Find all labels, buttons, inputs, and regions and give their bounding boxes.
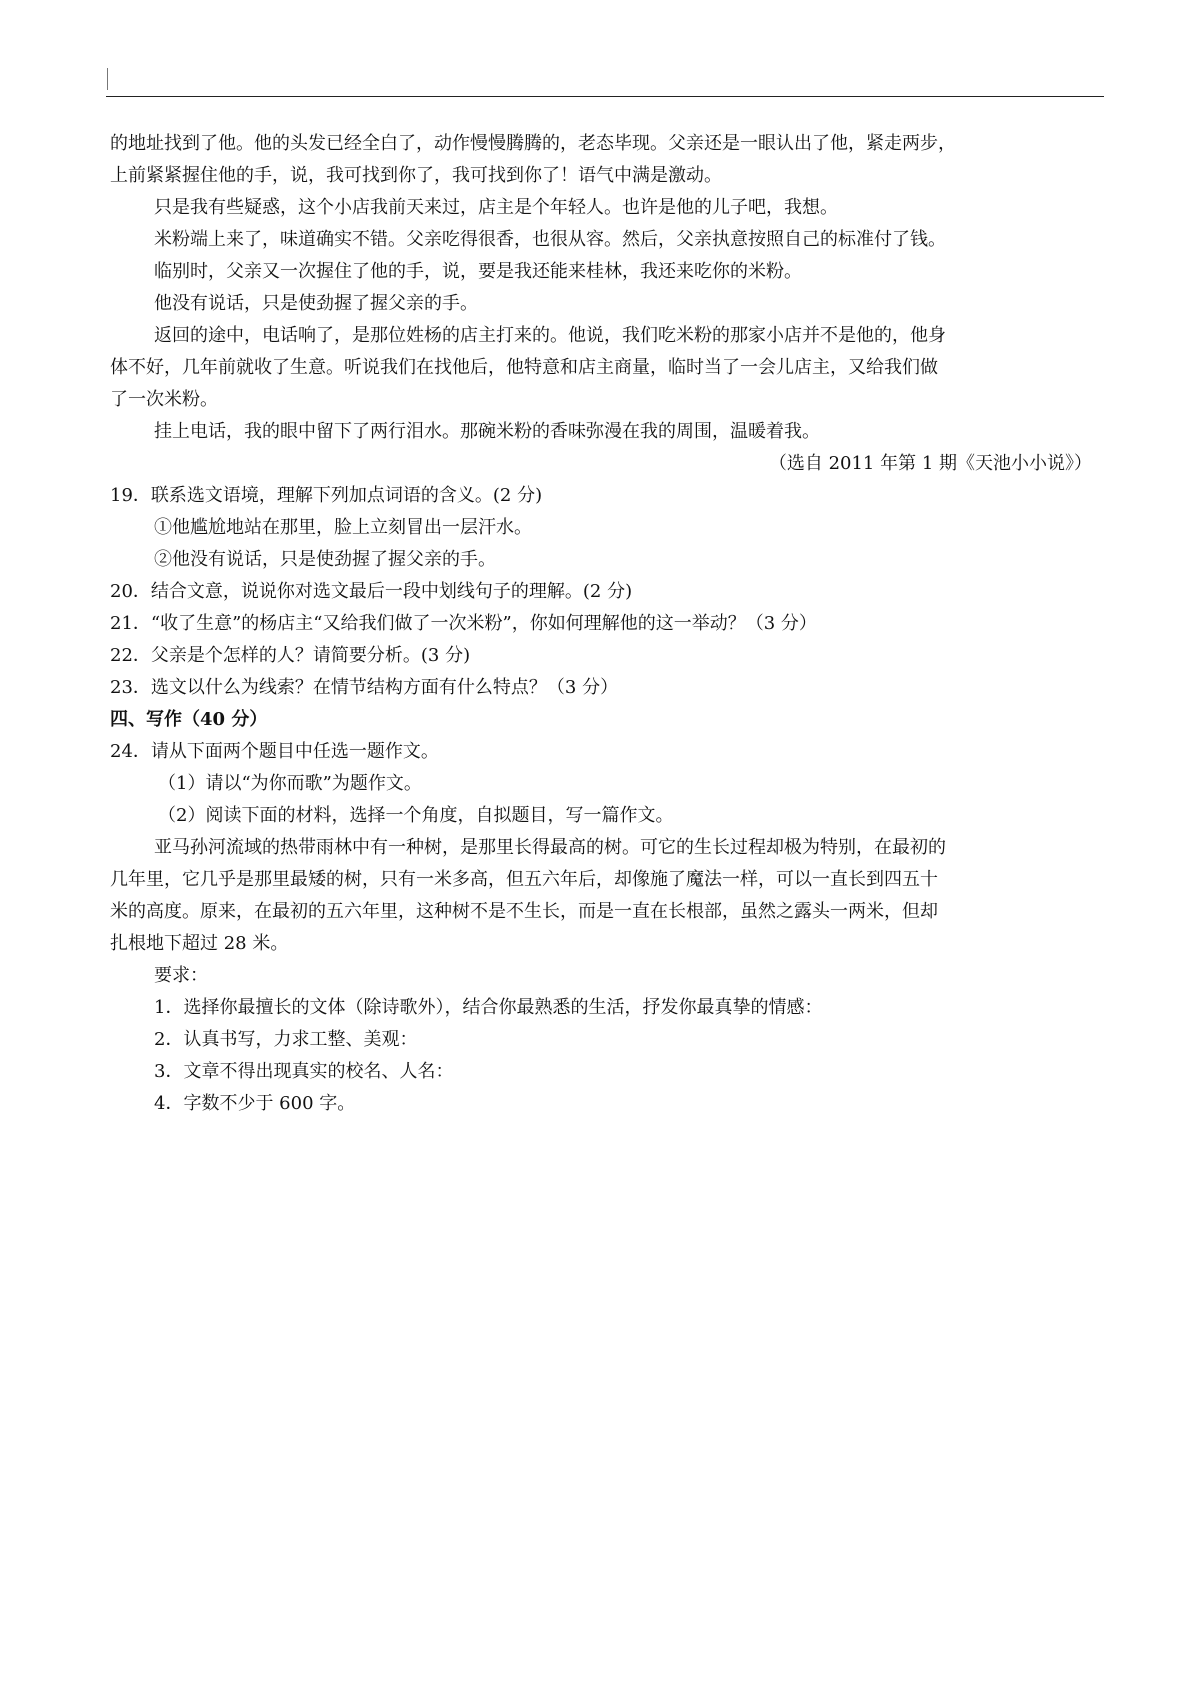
- passage-line: 上前紧紧握住他的手，说，我可找到你了，我可找到你了！语气中满是激动。: [110, 165, 722, 186]
- writing-option-2: （2）阅读下面的材料，选择一个角度，自拟题目，写一篇作文。: [158, 805, 674, 826]
- passage-line: 他没有说话，只是使劲握了握父亲的手。: [154, 293, 478, 314]
- passage-line: 临别时，父亲又一次握住了他的手，说，要是我还能来桂林，我还来吃你的米粉。: [154, 261, 802, 282]
- passage-line: 返回的途中，电话响了，是那位姓杨的店主打来的。他说，我们吃米粉的那家小店并不是他的，他身: [154, 325, 946, 346]
- question-20: 20．结合文意，说说你对选文最后一段中划线句子的理解。(2 分): [110, 581, 633, 602]
- material-line: 米的高度。原来，在最初的五六年里，这种树不是不生长，而是一直在长根部，虽然之露头一两米，但却: [110, 901, 938, 922]
- passage: [110, 128, 1100, 480]
- question-21: 21．“收了生意”的杨店主“又给我们做了一次米粉”，你如何理解他的这一举动？（3 分）: [110, 613, 817, 634]
- material-line: 扎根地下超过 28 米。: [110, 933, 289, 954]
- writing-section: [110, 704, 1100, 1120]
- passage-line: 的地址找到了他。他的头发已经全白了，动作慢慢腾腾的，老态毕现。父亲还是一眼认出了他，紧走两步，: [110, 133, 956, 154]
- question-22: 22．父亲是个怎样的人？请简要分析。(3 分): [110, 645, 471, 666]
- question-19-item-1: ①他尴尬地站在那里，脸上立刻冒出一层汗水。: [154, 517, 532, 538]
- question-19: 19．联系选文语境，理解下列加点词语的含义。(2 分): [110, 485, 543, 506]
- requirement-item: 4．字数不少于 600 字。: [154, 1093, 356, 1114]
- material-line: 亚马孙河流域的热带雨林中有一种树，是那里长得最高的树。可它的生长过程却极为特别，在最初的: [154, 837, 946, 858]
- question-23: 23．选文以什么为线索？在情节结构方面有什么特点？（3 分）: [110, 677, 619, 698]
- passage-line: 挂上电话，我的眼中留下了两行泪水。那碗米粉的香味弥漫在我的周围，温暖着我。: [154, 421, 820, 442]
- passage-line: 体不好，几年前就收了生意。听说我们在找他后，他特意和店主商量，临时当了一会儿店主，又给我们做: [110, 357, 938, 378]
- questions: [110, 480, 1100, 704]
- requirement-item: 3．文章不得出现真实的校名、人名：: [154, 1061, 454, 1082]
- requirements-label: 要求：: [154, 965, 208, 986]
- material-line: 几年里，它几乎是那里最矮的树，只有一米多高，但五六年后，却像施了魔法一样，可以一直长到四五十: [110, 869, 938, 890]
- passage-line: 了一次米粉。: [110, 389, 218, 410]
- question-19-item-2: ②他没有说话，只是使劲握了握父亲的手。: [154, 549, 496, 570]
- writing-option-1: （1）请以“为你而歌”为题作文。: [158, 773, 422, 794]
- requirement-item: 2．认真书写，力求工整、美观：: [154, 1029, 418, 1050]
- passage-line: 米粉端上来了，味道确实不错。父亲吃得很香，也很从容。然后，父亲执意按照自己的标准付了钱。: [154, 229, 946, 250]
- writing-heading: 四、写作（40 分）: [110, 709, 268, 730]
- requirement-item: 1．选择你最擅长的文体（除诗歌外），结合你最熟悉的生活，抒发你最真挚的情感：: [154, 997, 823, 1018]
- header-rule: [106, 96, 1104, 97]
- passage-source: （选自 2011 年第 1 期《天池小小说》）: [768, 453, 1092, 474]
- document-page: [110, 128, 1100, 1120]
- margin-mark: [107, 68, 108, 90]
- question-24: 24．请从下面两个题目中任选一题作文。: [110, 741, 439, 762]
- passage-line: 只是我有些疑惑，这个小店我前天来过，店主是个年轻人。也许是他的儿子吧，我想。: [154, 197, 838, 218]
